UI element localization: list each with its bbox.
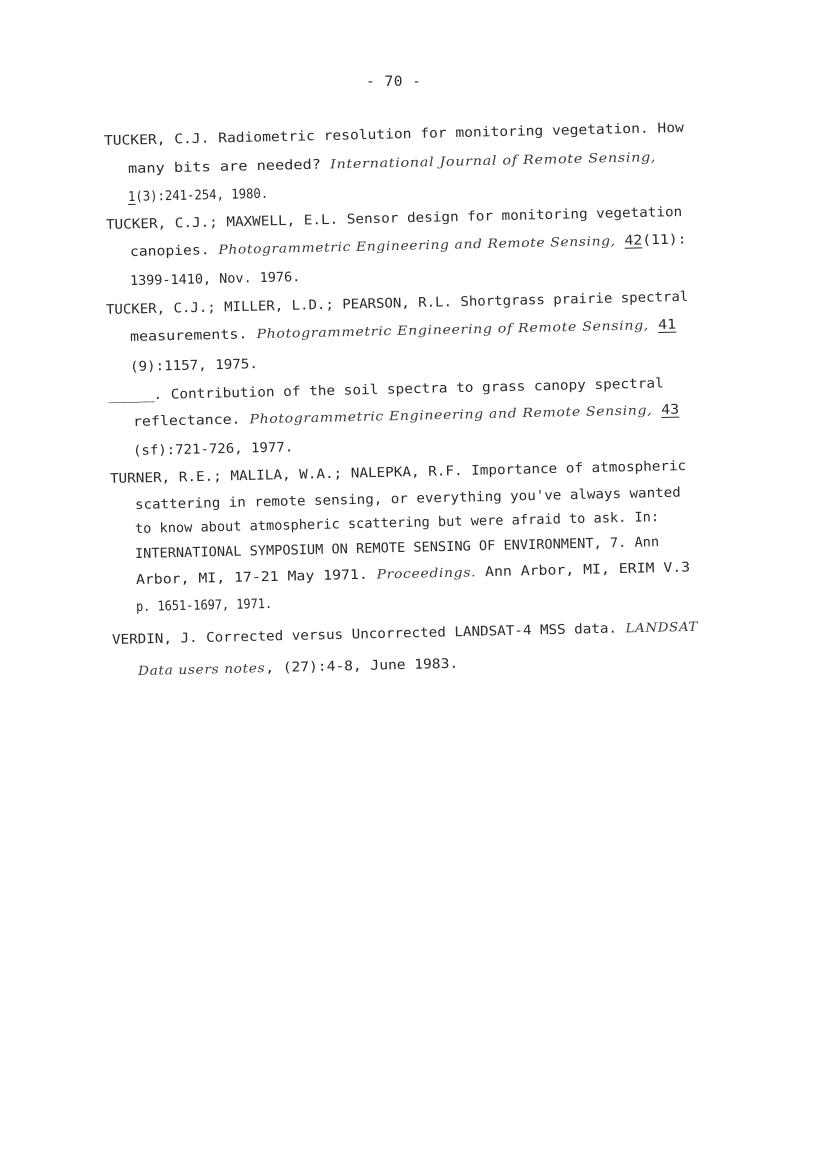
reference-text: to know about atmospheric scattering but were afraid to ask. In: <box>134 510 660 537</box>
reference-text: (3):241-254, 1980. <box>135 186 269 205</box>
reference-source-title: Photogrammetric Engineering of Remote Sensing, <box>256 317 650 342</box>
reference-source-title: International Journal of Remote Sensing, <box>329 149 657 172</box>
reference-volume: 41 <box>657 317 677 334</box>
reference-line <box>128 187 268 205</box>
reference-source-title: LANDSAT <box>625 618 699 636</box>
reference-source-title: Photogrammetric Engineering and Remote Sensing, <box>249 402 653 427</box>
reference-text: canopies. <box>129 242 219 260</box>
reference-text: 1399-1410, Nov. 1976. <box>129 270 301 289</box>
reference-line <box>135 535 659 562</box>
reference-line <box>108 376 664 404</box>
reference-line <box>135 510 659 537</box>
reference-line <box>130 231 687 260</box>
reference-text: (9):1157, 1975. <box>129 357 259 375</box>
reference-text: Arbor, MI, 17-21 May 1971. <box>135 567 377 588</box>
reference-text: INTERNATIONAL SYMPOSIUM ON REMOTE SENSING OF ENVIRONMENT, 7. Ann <box>134 535 660 562</box>
reference-line <box>135 486 681 513</box>
reference-text: scattering in remote sensing, or everything you've always wanted <box>134 485 681 513</box>
reference-line <box>138 656 459 679</box>
reference-line <box>133 402 680 430</box>
reference-text: reflectance. <box>132 412 250 430</box>
reference-line <box>128 149 657 177</box>
reference-line <box>106 290 689 318</box>
reference-volume: 42 <box>624 233 643 249</box>
reference-line <box>112 619 698 648</box>
reference-text: measurements. <box>129 327 257 345</box>
reference-line <box>130 270 301 289</box>
reference-text: TUCKER, C.J.; MILLER, L.D.; PEARSON, R.L. Shortgrass prairie spectral <box>105 289 689 318</box>
page-number: - 70 - <box>366 74 422 90</box>
repeated-author-dash: ______ <box>107 387 154 404</box>
reference-line <box>130 357 258 375</box>
reference-text: TUCKER, C.J. Radiometric resolution for monitoring vegetation. How <box>103 120 685 149</box>
reference-line <box>104 121 684 149</box>
reference-text: (sf):721-726, 1977. <box>132 440 294 459</box>
reference-text: Ann Arbor, MI, ERIM V.3 <box>476 560 691 581</box>
reference-text: TUCKER, C.J.; MAXWELL, E.L. Sensor design for monitoring vegetation <box>105 204 683 233</box>
reference-source-title: Photogrammetric Engineering and Remote Sensing, <box>218 232 616 257</box>
reference-text: (11): <box>642 232 687 249</box>
reference-text: . Contribution of the soil spectra to grass canopy spectral <box>153 376 664 403</box>
reference-line <box>133 440 294 459</box>
reference-volume: 43 <box>661 402 680 419</box>
reference-text: p. 1651-1697, 1971. <box>135 596 273 615</box>
reference-line <box>110 459 687 487</box>
reference-source-title: Proceedings. <box>376 564 477 582</box>
reference-line <box>136 559 690 588</box>
reference-text: TURNER, R.E.; MALILA, W.A.; NALEPKA, R.F. Importance of atmospheric <box>109 458 687 487</box>
reference-text: VERDIN, J. Corrected versus Uncorrected LANDSAT-4 MSS data. <box>111 621 626 648</box>
reference-text: , (27):4-8, June 1983. <box>265 656 459 677</box>
reference-line <box>130 317 676 345</box>
reference-line <box>136 597 272 615</box>
reference-line <box>106 205 683 233</box>
reference-text: many bits are needed? <box>127 157 331 177</box>
reference-text <box>616 234 625 249</box>
reference-source-title: Data users notes <box>137 660 266 678</box>
reference-volume: 1 <box>127 189 136 205</box>
